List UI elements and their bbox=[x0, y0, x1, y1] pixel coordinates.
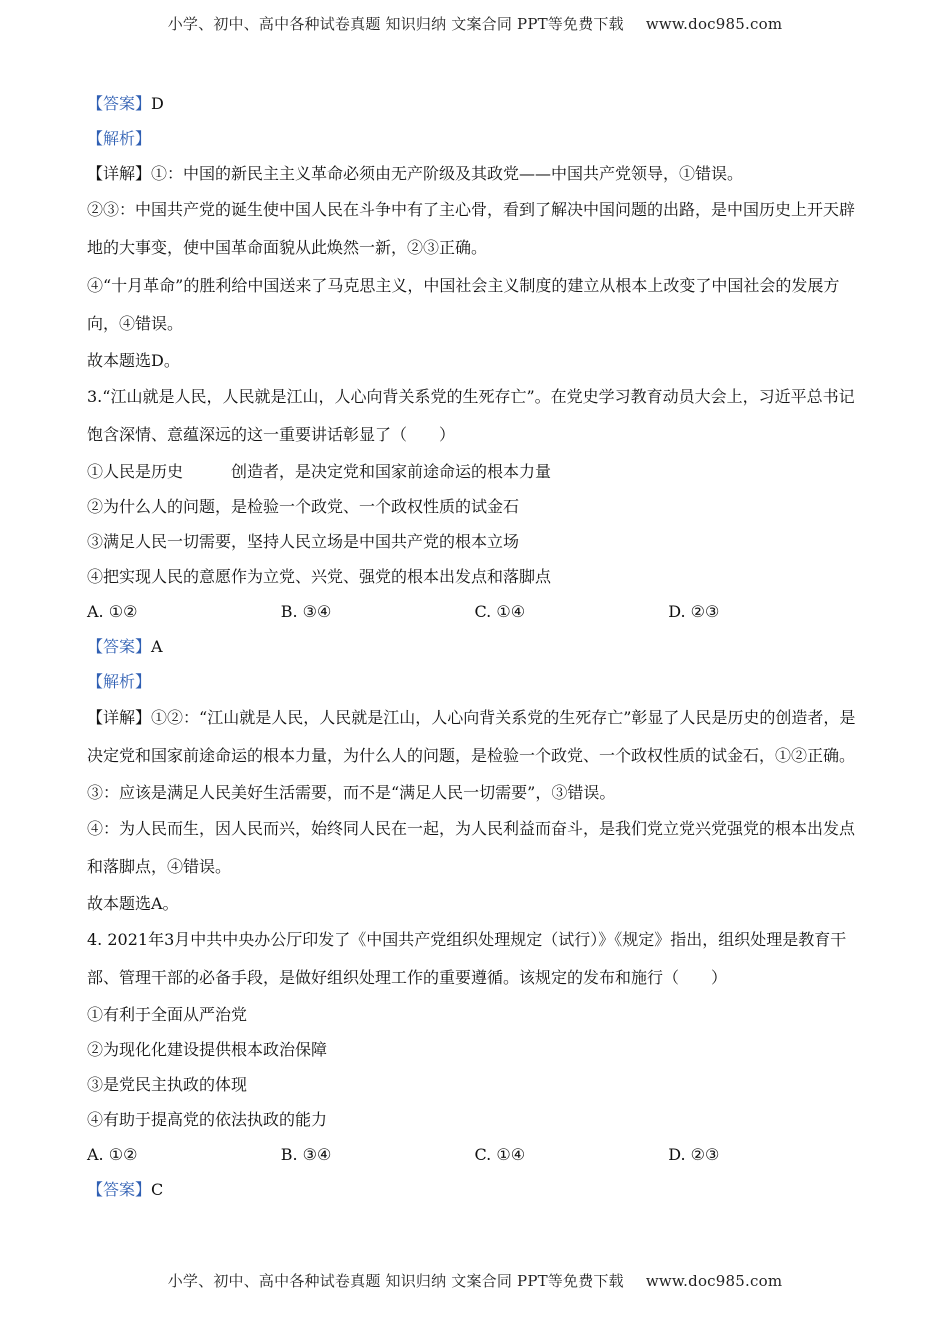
q4-stem: 4. 2021年3月中共中央办公厅印发了《中国共产党组织处理规定（试行）》《规定》指出，组织处理是教育干部、管理干部的必备手段，是做好组织处理工作的重要遵循。该规定的发布和施行（ ） bbox=[87, 930, 847, 987]
header-text: 小学、初中、高中各种试卷真题 知识归纳 文案合同 PPT等免费下载 bbox=[167, 15, 624, 33]
answer-tag: 【答案】 bbox=[87, 1180, 152, 1199]
q4-item-4: ④有助于提高党的依法执政的能力 bbox=[87, 1110, 328, 1129]
answer-tag: 【答案】 bbox=[87, 94, 152, 113]
q3-item-4: ④把实现人民的意愿作为立党、兴党、强党的根本出发点和落脚点 bbox=[87, 567, 552, 586]
q2-detail-1 bbox=[87, 156, 862, 191]
detail-tag: 【详解】 bbox=[87, 708, 152, 727]
q3-option-b: B. ③④ bbox=[280, 602, 332, 621]
q3-item-1: ①人民是历史 创造者，是决定党和国家前途命运的根本力量 bbox=[87, 462, 552, 481]
q3-option-d: D. ②③ bbox=[668, 602, 720, 621]
q2-answer-value: D bbox=[151, 94, 164, 113]
q3-detail-1-text: ①②：“江山就是人民，人民就是江山，人心向背关系党的生死存亡”彰显了人民是历史的创造者，是决定党和国家前途命运的根本力量，为什么人的问题，是检验一个政党、一个政权性质的试金石，①②正确。 bbox=[87, 708, 856, 765]
q3-detail-2: ③：应该是满足人民美好生活需要，而不是“满足人民一切需要”，③错误。 bbox=[87, 783, 616, 802]
q4-item-3: ③是党民主执政的体现 bbox=[87, 1075, 248, 1094]
page-footer bbox=[0, 1270, 950, 1291]
analysis-tag: 【解析】 bbox=[87, 129, 152, 148]
q3-option-c: C. ①④ bbox=[474, 602, 526, 621]
q4-option-a: A. ①② bbox=[87, 1145, 138, 1164]
header-url[interactable]: www.doc985.com bbox=[645, 15, 783, 33]
q2-detail-1-text: ①：中国的新民主主义革命必须由无产阶级及其政党——中国共产党领导，①错误。 bbox=[151, 164, 744, 183]
answer-tag: 【答案】 bbox=[87, 637, 152, 656]
q4-item-2: ②为现化化建设提供根本政治保障 bbox=[87, 1040, 328, 1059]
q3-options bbox=[87, 594, 862, 629]
q4-answer bbox=[87, 1172, 862, 1207]
q3-analysis-heading bbox=[87, 664, 862, 699]
document-body bbox=[87, 86, 862, 1207]
q3-item-2: ②为什么人的问题，是检验一个政党、一个政权性质的试金石 bbox=[87, 497, 520, 516]
q2-answer bbox=[87, 86, 862, 121]
q3-item-3: ③满足人民一切需要，坚持人民立场是中国共产党的根本立场 bbox=[87, 532, 520, 551]
q2-detail-3: ④“十月革命”的胜利给中国送来了马克思主义，中国社会主义制度的建立从根本上改变了中国社会的发展方向，④错误。 bbox=[87, 276, 840, 333]
q3-detail-3: ④：为人民而生，因人民而兴，始终同人民在一起，为人民利益而奋斗，是我们党立党兴党强党的根本出发点和落脚点，④错误。 bbox=[87, 819, 856, 876]
q2-analysis-heading bbox=[87, 121, 862, 156]
q4-option-c: C. ①④ bbox=[474, 1145, 526, 1164]
q3-conclusion: 故本题选A。 bbox=[87, 894, 179, 913]
q3-detail-1 bbox=[87, 699, 862, 775]
analysis-tag: 【解析】 bbox=[87, 672, 152, 691]
q4-options bbox=[87, 1137, 862, 1172]
detail-tag: 【详解】 bbox=[87, 164, 152, 183]
q4-item-1: ①有利于全面从严治党 bbox=[87, 1005, 248, 1024]
footer-text: 小学、初中、高中各种试卷真题 知识归纳 文案合同 PPT等免费下载 bbox=[167, 1272, 624, 1290]
q3-answer-value: A bbox=[151, 637, 163, 656]
q4-answer-value: C bbox=[151, 1180, 164, 1199]
footer-url[interactable]: www.doc985.com bbox=[645, 1272, 783, 1290]
q3-stem: 3.“江山就是人民，人民就是江山，人心向背关系党的生死存亡”。在党史学习教育动员大会上，习近平总书记饱含深情、意蕴深远的这一重要讲话彰显了（ ） bbox=[87, 387, 855, 444]
q3-option-a: A. ①② bbox=[87, 602, 138, 621]
q4-option-d: D. ②③ bbox=[668, 1145, 720, 1164]
q4-option-b: B. ③④ bbox=[280, 1145, 332, 1164]
page-header bbox=[0, 13, 950, 34]
q2-detail-2: ②③：中国共产党的诞生使中国人民在斗争中有了主心骨，看到了解决中国问题的出路，是中国历史上开天辟地的大事变，使中国革命面貌从此焕然一新，②③正确。 bbox=[87, 200, 856, 257]
q2-conclusion: 故本题选D。 bbox=[87, 351, 180, 370]
q3-answer bbox=[87, 629, 862, 664]
